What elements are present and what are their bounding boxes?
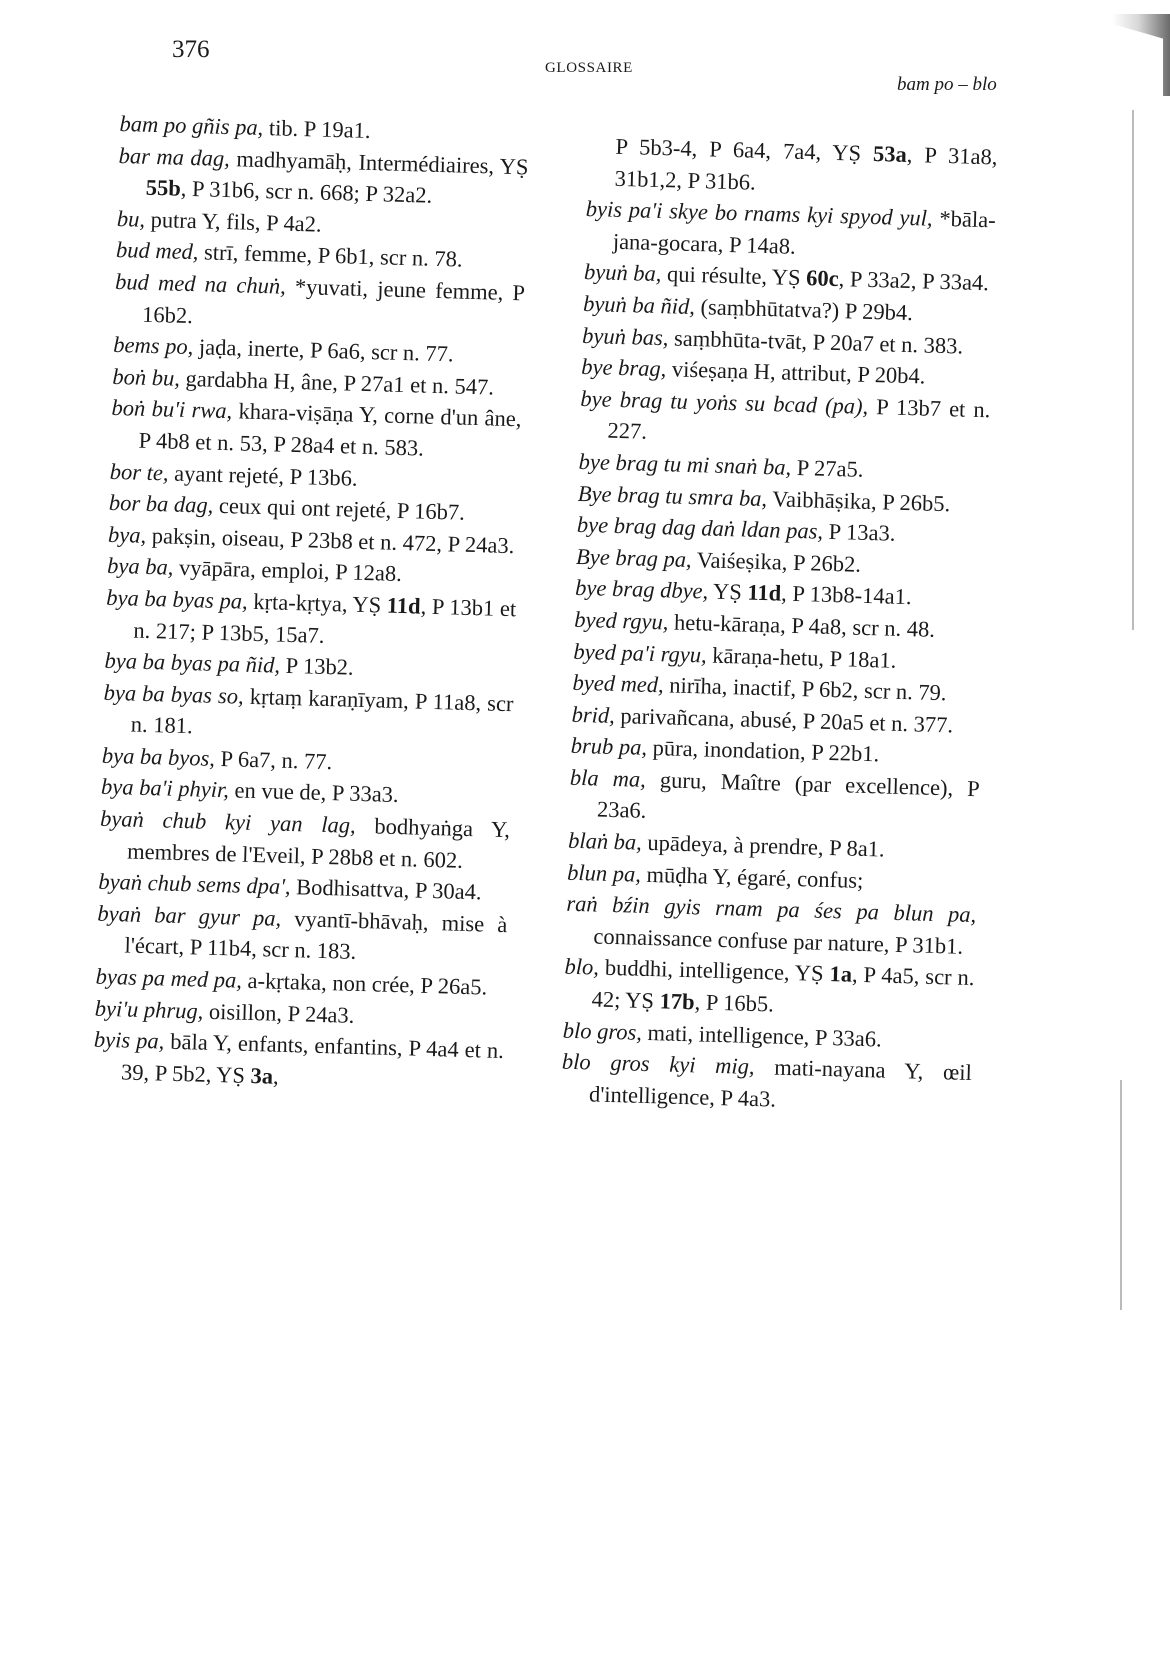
glossary-definition: P 13b2. [279, 652, 354, 680]
glossary-headword: bya ba byas pa, [105, 584, 249, 614]
glossary-headword: blo gros kyi mig, [561, 1048, 755, 1080]
glossary-definition: connaissance confuse par nature, P 31b1. [593, 923, 964, 959]
glossary-entry [584, 193, 996, 268]
glossary-headword: blaṅ ba, [567, 827, 643, 855]
glossary-definition: P 27a5. [790, 454, 864, 482]
glossary-headword: bya ba, [106, 553, 174, 580]
glossary-definition: buddhi, intelligence, YṢ 1a, P 4a5, scr n. 42; YṢ 17b, P 16b5. [591, 955, 975, 1017]
glossary-headword: bya, [107, 521, 147, 548]
glossary-entry [93, 1024, 505, 1099]
glossary-entry [114, 266, 526, 341]
glossary-entry [99, 803, 511, 878]
glossary-headword: byuṅ bas, [581, 322, 669, 350]
glossary-definition: mati, intelligence, P 33a6. [641, 1019, 883, 1052]
glossary-definition: kṛtaṃ karaṇīyam, P 11a8, scr n. 181. [130, 683, 514, 739]
glossary-column-right [561, 130, 998, 1120]
glossary-definition: bodhyaṅga Y, membres de l'Eveil, P 28b8 et n. 602. [126, 812, 511, 873]
glossary-entry [579, 383, 991, 458]
glossary-definition: strī, femme, P 6b1, scr n. 78. [198, 239, 463, 272]
glossary-headword: bya ba byas pa ñid, [104, 647, 281, 678]
glossary-definition: Bodhisattva, P 30a4. [290, 874, 482, 905]
glossary-definition: putra Y, fils, P 4a2. [144, 206, 322, 237]
running-title: GLOSSAIRE [545, 60, 633, 76]
glossary-headword: bu, [116, 205, 146, 232]
glossary-definition: a-kṛtaka, non crée, P 26a5. [241, 967, 488, 1000]
glossary-definition: P 13b7 et n. 227. [607, 393, 991, 445]
glossary-definition: hetu-kāraṇa, P 4a8, scr n. 48. [668, 609, 936, 642]
glossary-definition: ceux qui ont rejeté, P 16b7. [212, 492, 466, 525]
glossary-headword: bar ma dag, [118, 142, 231, 171]
glossary-headword: Bye brag tu smra ba, [577, 480, 768, 511]
glossary-definition: *yuvati, jeune femme, P 16b2. [141, 273, 526, 328]
glossary-definition: P 6a7, n. 77. [214, 745, 333, 775]
glossary-definition: (saṃbhūtatva?) P 29b4. [694, 294, 914, 326]
glossary-entry [105, 582, 517, 657]
glossary-definition: qui résulte, YṢ 60c, P 33a2, P 33a4. [661, 261, 990, 296]
glossary-definition: P 13a3. [822, 518, 896, 546]
glossary-headword: blo, [564, 954, 600, 981]
glossary-headword: byis pa, [93, 1026, 165, 1054]
glossary-headword: bye brag, [581, 354, 667, 382]
glossary-definition: saṃbhūta-tvāt, P 20a7 et n. 383. [668, 324, 964, 359]
glossary-headword: bye brag dag daṅ ldan pas, [576, 511, 824, 544]
glossary-headword: boṅ bu'i rwa, [111, 395, 233, 424]
glossary-headword: byaṅ chub kyi yan lag, [99, 805, 357, 838]
glossary-definition: pakṣin, oiseau, P 23b8 et n. 472, P 24a3. [145, 522, 515, 558]
glossary-entry [117, 140, 529, 215]
glossary-definition: YṢ 11d, P 13b8-14a1. [707, 578, 912, 610]
glossary-headword: blun pa, [566, 859, 642, 887]
glossary-headword: byi'u phrug, [94, 995, 204, 1024]
glossary-entry [563, 951, 975, 1026]
glossary-definition: upādeya, à prendre, P 8a1. [641, 829, 885, 862]
glossary-headword: Bye brag pa, [575, 543, 693, 572]
glossary-definition: pūra, inondation, P 22b1. [646, 735, 880, 767]
glossary-headword: byas pa med pa, [95, 963, 243, 993]
glossary-headword: byis pa'i skye bo rnams kyi spyod yul, [585, 196, 933, 231]
glossary-headword: brub pa, [570, 733, 648, 761]
glossary-definition: gardabha H, âne, P 27a1 et n. 547. [179, 365, 495, 400]
glossary-definition: khara-viṣāṇa Y, corne d'un âne, P 4b8 et n. 53, P 28a4 et n. 583. [138, 398, 522, 461]
glossary-headword: bor te, [109, 458, 169, 486]
glossary-definition: Vaibhāṣika, P 26b5. [766, 485, 951, 516]
glossary-definition: viśeṣaṇa H, attribut, P 20b4. [665, 356, 926, 389]
glossary-headword: byed rgyu, [573, 606, 669, 635]
glossary-headword: byuṅ ba ñid, [582, 290, 696, 320]
glossary-definition: Vaiśeṣika, P 26b2. [691, 546, 862, 577]
glossary-entry [586, 130, 998, 205]
glossary-headword: byed med, [572, 669, 665, 698]
glossary-headword: byed pa'i rgyu, [573, 638, 708, 668]
glossary-definition: madhyamāḥ, Intermédiaires, YṢ 55b, P 31b6, scr n. 668; P 32a2. [145, 145, 529, 208]
glossary-entry [569, 762, 981, 837]
glossary-entry [565, 888, 977, 963]
glossary-entry [110, 392, 522, 467]
glossary-entry [102, 676, 514, 751]
glossary-headword: bam po gñis pa, [119, 110, 264, 141]
page-number: 376 [172, 36, 210, 63]
running-range: bam po – blo [897, 74, 997, 95]
glossary-headword: bya ba'i phyir, [100, 774, 230, 803]
glossary-headword: bya ba byas so, [103, 679, 245, 709]
glossary-headword: blo gros, [562, 1017, 643, 1045]
glossary-headword: boṅ bu, [112, 363, 181, 391]
glossary-definition: oisillon, P 24a3. [203, 998, 355, 1028]
glossary-definition: guru, Maître (par excellence), P 23a6. [596, 766, 981, 824]
glossary-entry [561, 1046, 973, 1121]
glossary-headword: bye brag dbye, [574, 575, 709, 604]
glossary-definition: tib. P 19a1. [262, 115, 371, 143]
glossary-column-left [93, 108, 530, 1098]
glossary-definition: kṛta-kṛtya, YṢ 11d, P 13b1 et n. 217; P 13b5, 15a7. [133, 588, 517, 648]
glossary-definition: kāraṇa-hetu, P 18a1. [706, 642, 897, 673]
glossary-headword: raṅ bźin gyis rnam pa śes pa blun pa, [566, 890, 977, 928]
glossary-headword: bud med, [115, 237, 199, 265]
glossary-definition: vyāpāra, emploi, P 12a8. [173, 554, 403, 587]
glossary-headword: byaṅ chub sems dpa', [98, 868, 291, 900]
glossary-definition: jaḍa, inerte, P 6a6, scr n. 77. [193, 334, 454, 367]
glossary-headword: bems po, [113, 332, 194, 360]
glossary-headword: byaṅ bar gyur pa, [97, 900, 282, 931]
glossary-definition: P 5b3-4, P 6a4, 7a4, YṢ 53a, P 31a8, 31b1,2, P 31b6. [614, 133, 998, 195]
glossary-definition: *bāla-jana-gocara, P 14a8. [612, 205, 997, 259]
glossary-headword: bla ma, [569, 764, 647, 792]
glossary-definition: mati-nayana Y, œil d'intelligence, P 4a3. [588, 1054, 973, 1112]
glossary-headword: brid, [571, 701, 616, 728]
binding-edge-mark [1112, 14, 1170, 96]
glossary-headword: byuṅ ba, [583, 259, 662, 287]
glossary-definition: ayant rejeté, P 13b6. [168, 460, 358, 491]
glossary-headword: bud med na chuṅ, [114, 268, 287, 299]
binding-edge-line [1120, 1080, 1122, 1310]
binding-edge-line [1132, 110, 1134, 630]
glossary-definition: en vue de, P 33a3. [228, 777, 399, 808]
glossary-entry [96, 898, 508, 973]
glossary-headword: bye brag tu mi snaṅ ba, [578, 448, 792, 480]
glossary-definition: parivañcana, abusé, P 20a5 et n. 377. [614, 702, 954, 738]
glossary-definition: bāla Y, enfants, enfantins, P 4a4 et n. 39, P 5b2, YṢ 3a, [120, 1028, 505, 1089]
glossary-headword: bya ba byos, [101, 742, 216, 771]
glossary-definition: mūḍha Y, égaré, confus; [640, 861, 864, 893]
glossary-definition: vyantī-bhāvaḥ, mise à l'écart, P 11b4, scr n. 183. [124, 905, 508, 965]
glossary-headword: bor ba dag, [108, 489, 214, 518]
glossary-definition: nirīha, inactif, P 6b2, scr n. 79. [663, 672, 947, 706]
glossary-headword: bye brag tu yoṅs su bcad (pa), [580, 385, 869, 419]
